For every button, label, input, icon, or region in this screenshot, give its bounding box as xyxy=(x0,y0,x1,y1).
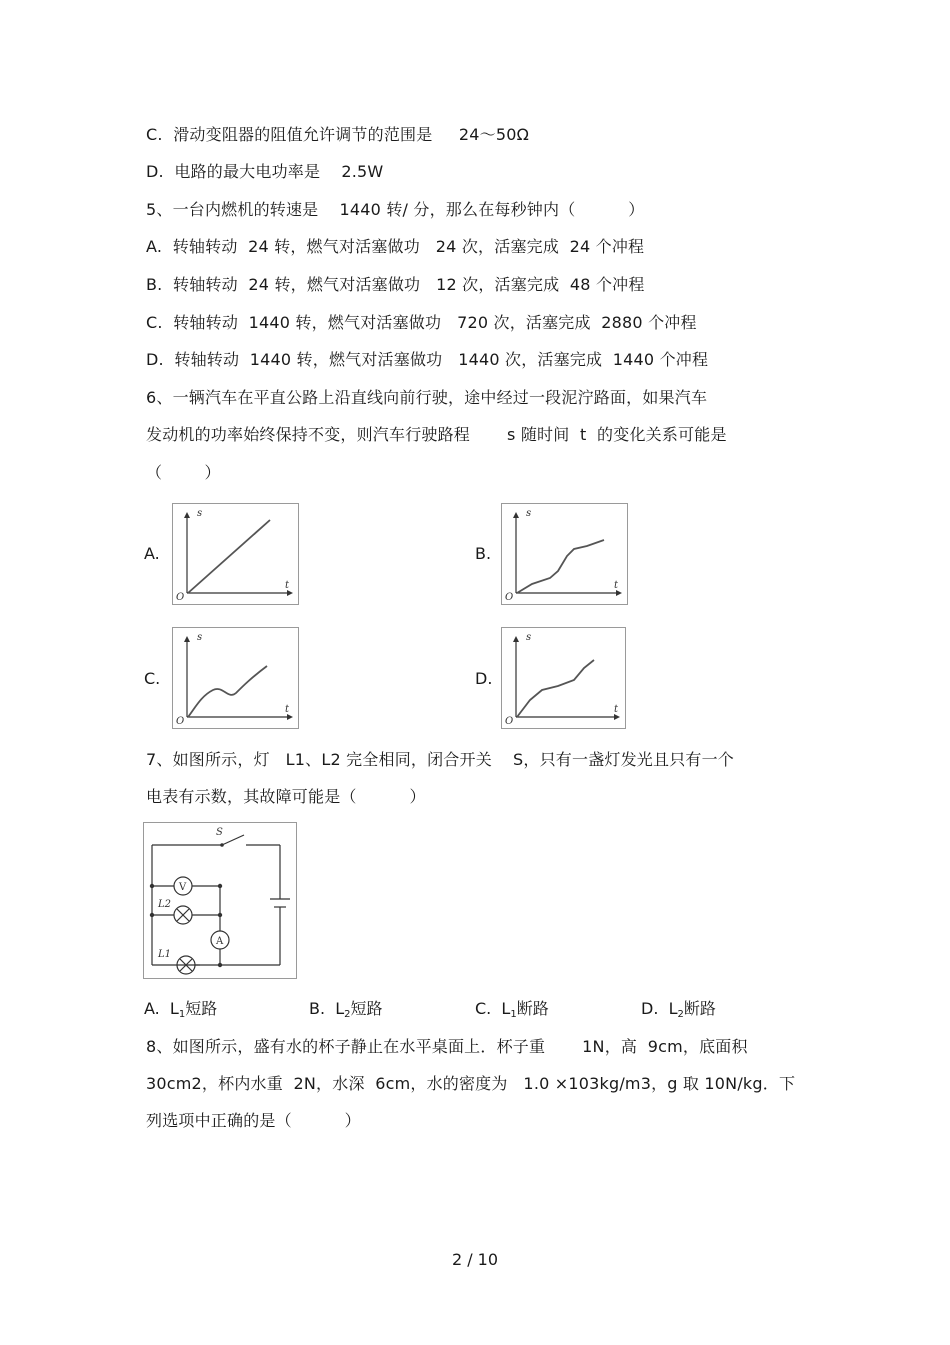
origin-label: O xyxy=(505,592,514,603)
graph-d xyxy=(501,627,626,729)
question-5-text: 5、一台内燃机的转速是 1440 转/ 分，那么在每秒钟内（ ） xyxy=(146,200,645,219)
option-d-text: D. 电路的最大电功率是 2.5W xyxy=(146,162,384,181)
axis-t-label: t xyxy=(285,580,290,591)
graph-a xyxy=(172,503,299,605)
q7-option-d: D. $L_2$断路 xyxy=(641,999,716,1020)
page-number: 2 / 10 xyxy=(451,1250,499,1269)
origin-label: O xyxy=(505,716,514,727)
lamp1-label: L1 xyxy=(158,949,172,960)
graph-d-curve xyxy=(517,660,594,717)
q5-option-c: C. 转轴转动 1440 转，燃气对活塞做功 720 次，活塞完成 2880 个冲程 xyxy=(146,313,697,332)
origin-label: O xyxy=(176,716,185,727)
graph-b-curve xyxy=(517,540,604,593)
graph-b xyxy=(501,503,628,605)
q6-option-a-label: A. xyxy=(144,544,160,563)
question-7-text-line2: 电表有示数，其故障可能是（ ） xyxy=(146,787,426,806)
question-6-blank: （ ） xyxy=(146,463,221,482)
question-8-text-line3: 列选项中正确的是（ ） xyxy=(146,1111,361,1130)
question-8-text-line2: 30cm2，杯内水重 2N，水深 6cm，水的密度为 1.0 ×103kg/m3，g 取 10N/kg．下 xyxy=(146,1074,796,1093)
question-8-text-line1: 8、如图所示，盛有水的杯子静止在水平桌面上．杯子重 1N，高 9cm，底面积 xyxy=(146,1037,748,1056)
axis-s-label: s xyxy=(526,632,532,643)
question-6-text-line2: 发动机的功率始终保持不变，则汽车行驶路程 s 随时间 t 的变化关系可能是 xyxy=(146,425,727,444)
q5-option-b: B. 转轴转动 24 转，燃气对活塞做功 12 次，活塞完成 48 个冲程 xyxy=(146,275,645,294)
axis-t-label: t xyxy=(614,704,619,715)
q6-option-c-label: C. xyxy=(144,669,161,688)
circuit-diagram xyxy=(143,822,297,979)
ammeter-label: A xyxy=(216,936,224,947)
q6-option-b-label: B. xyxy=(475,544,492,563)
option-c-text: C. 滑动变阻器的阻值允许调节的范围是 24～50Ω xyxy=(146,125,530,144)
graph-c-curve xyxy=(188,666,267,717)
q7-option-b: B. $L_2$短路 xyxy=(309,999,383,1020)
graph-c xyxy=(172,627,299,729)
graph-a-curve xyxy=(188,520,270,593)
switch-label: S xyxy=(216,827,223,838)
axis-s-label: s xyxy=(197,632,203,643)
question-6-text-line1: 6、一辆汽车在平直公路上沿直线向前行驶，途中经过一段泥泞路面，如果汽车 xyxy=(146,388,708,407)
question-7-text-line1: 7、如图所示，灯 L1、L2 完全相同，闭合开关 S，只有一盏灯发光且只有一个 xyxy=(146,750,735,769)
origin-label: O xyxy=(176,592,185,603)
q5-option-d: D. 转轴转动 1440 转，燃气对活塞做功 1440 次，活塞完成 1440 个冲程 xyxy=(146,350,709,369)
axis-t-label: t xyxy=(285,704,290,715)
q7-option-a: A. $L_1$短路 xyxy=(144,999,218,1020)
q5-option-a: A. 转轴转动 24 转，燃气对活塞做功 24 次，活塞完成 24 个冲程 xyxy=(146,237,645,256)
q7-option-c: C. $L_1$断路 xyxy=(475,999,549,1020)
axis-s-label: s xyxy=(197,508,203,519)
axis-s-label: s xyxy=(526,508,532,519)
voltmeter-label: V xyxy=(179,882,187,893)
lamp2-label: L2 xyxy=(158,899,172,910)
axis-t-label: t xyxy=(614,580,619,591)
q6-option-d-label: D. xyxy=(475,669,493,688)
